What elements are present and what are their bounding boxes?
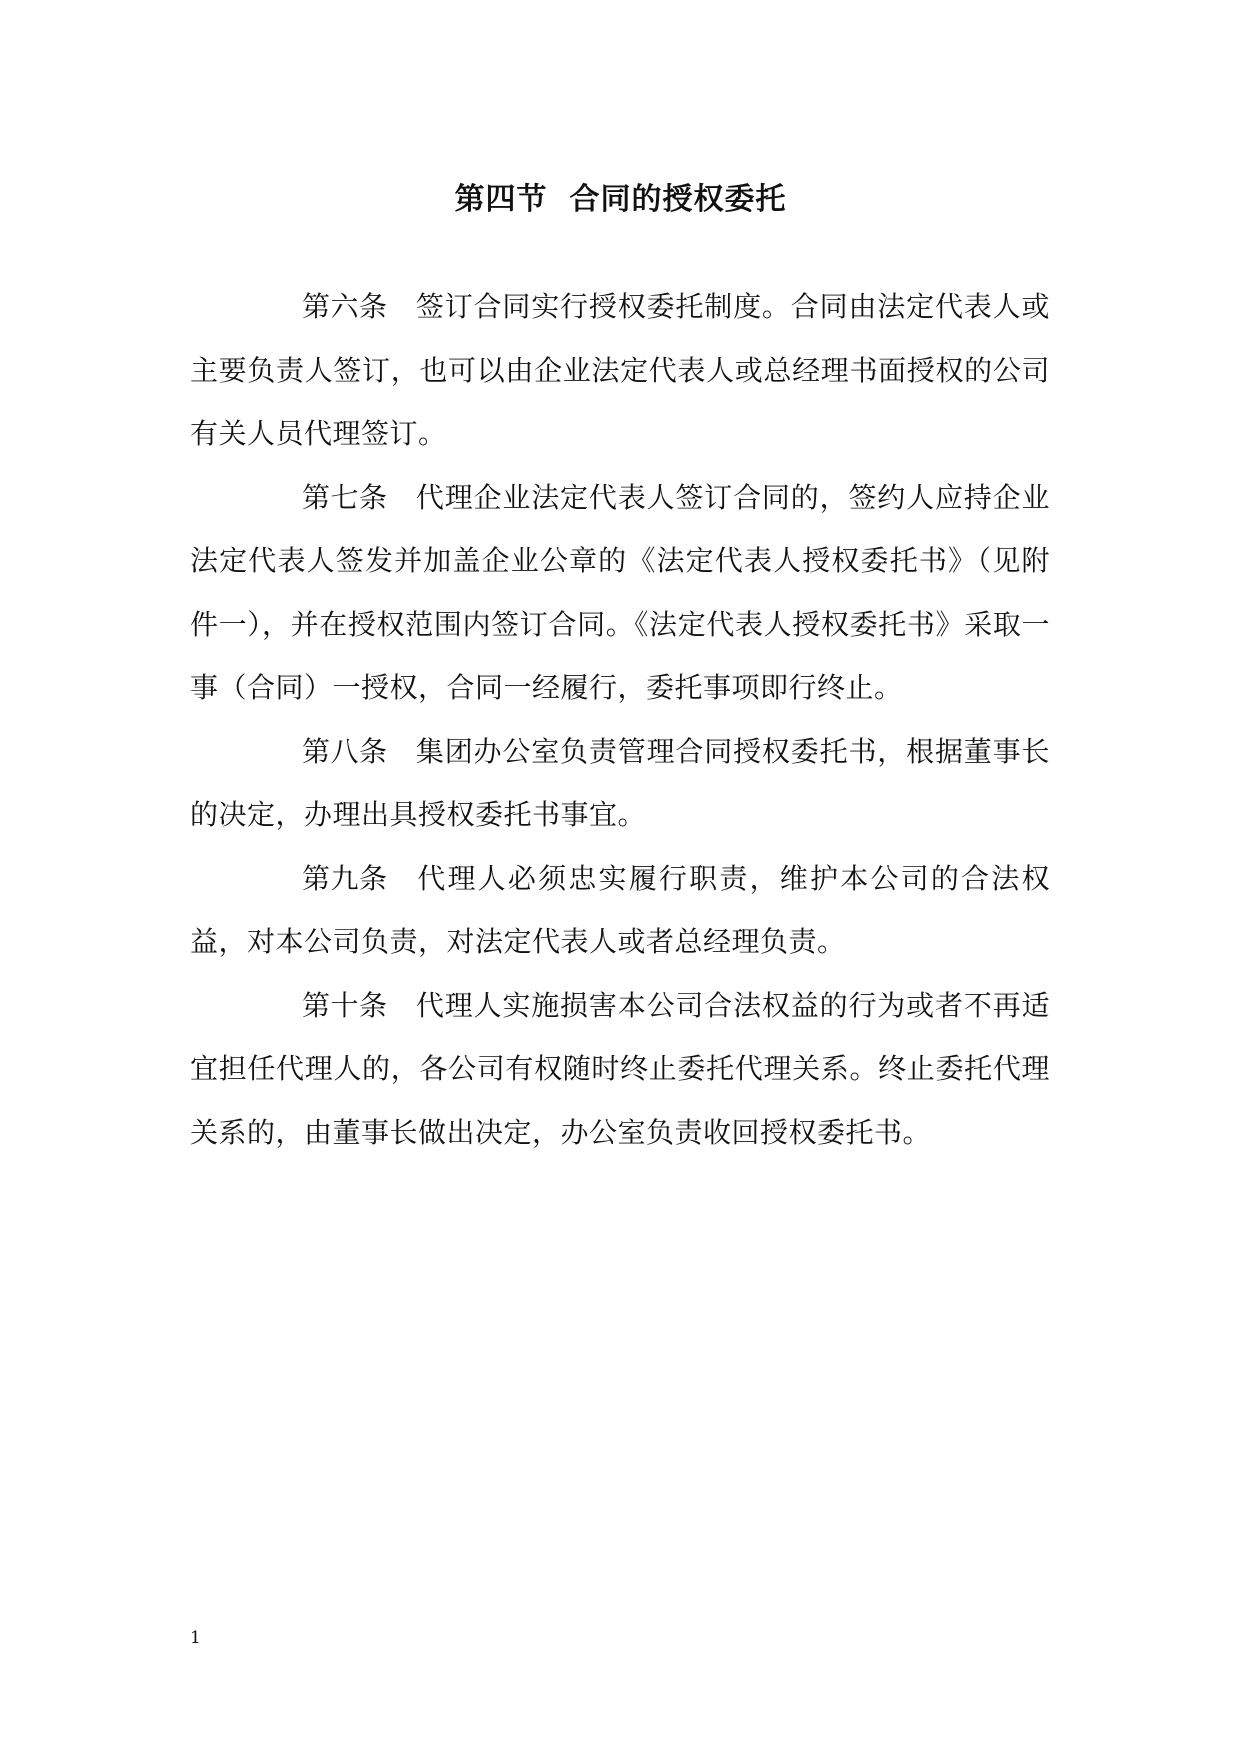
section-title: [0, 180, 1241, 220]
page-number: 1: [190, 1628, 201, 1648]
article-text: 代理人实施损害本公司合法权益的行为或者不再适宜担任代理人的，各公司有权随时终止委托代理关系。终止委托代理关系的，由董事长做出决定，办公室负责收回授权委托书。: [190, 988, 1050, 1149]
article-text: 代理人必须忠实履行职责，维护本公司的合法权益，对本公司负责，对法定代表人或者总经理负责。: [190, 861, 1050, 958]
article-number: 第六条: [302, 290, 388, 323]
article-paragraph: [190, 720, 1050, 847]
article-text: 集团办公室负责管理合同授权委托书，根据董事长的决定，办理出具授权委托书事宜。: [190, 734, 1050, 831]
article-paragraph: [190, 847, 1050, 974]
article-number: 第十条: [302, 988, 388, 1022]
article-paragraph: [190, 466, 1050, 720]
section-number: 第四节: [454, 182, 548, 218]
article-text: 代理企业法定代表人签订合同的，签约人应持企业法定代表人签发并加盖企业公章的《法定代表人授权委托书》（见附件一），并在授权范围内签订合同。《法定代表人授权委托书》采取一事（合同）一授权，合同一经履行，委托事项即行终止。: [190, 480, 1050, 704]
article-number: 第七条: [302, 480, 388, 514]
article-number: 第八条: [302, 734, 388, 768]
document-body: [190, 275, 1050, 1164]
article-text: 签订合同实行授权委托制度。合同由法定代表人或主要负责人签订，也可以由企业法定代表人或总经理书面授权的公司有关人员代理签订。: [190, 290, 1050, 450]
section-heading: 合同的授权委托: [569, 182, 787, 218]
article-number: 第九条: [302, 861, 388, 895]
article-paragraph: [190, 275, 1050, 466]
article-paragraph: [190, 974, 1050, 1165]
